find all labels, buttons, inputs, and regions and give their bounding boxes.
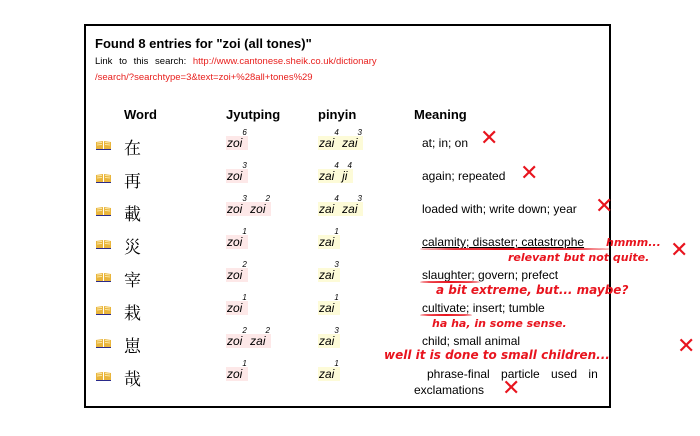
column-header-meaning: Meaning — [414, 107, 467, 122]
handwritten-note: a bit extreme, but... maybe? — [436, 283, 629, 297]
book-icon[interactable] — [96, 371, 111, 381]
link-label: Link to this search: — [95, 56, 187, 67]
word-link[interactable]: 再 — [124, 172, 141, 192]
pinyin: zai$^1$ — [319, 293, 339, 315]
book-icon[interactable] — [96, 272, 111, 282]
jyutping: zoi$^2$ zai$^2$ — [227, 326, 270, 348]
x-mark-annotation: ✕ — [677, 334, 696, 359]
meaning: cultivate; insert; tumble — [422, 301, 545, 315]
pinyin: zai$^1$ — [319, 359, 339, 381]
pinyin: zai$^1$ — [319, 227, 339, 249]
word-link[interactable]: 哉 — [124, 370, 141, 390]
jyutping: zoi$^1$ — [227, 359, 247, 381]
word-link[interactable]: 災 — [124, 238, 141, 258]
word-link[interactable]: 栽 — [124, 304, 141, 324]
pinyin: zai$^3$ — [319, 260, 339, 282]
book-icon[interactable] — [96, 173, 111, 183]
meaning-continued: exclamations — [414, 383, 485, 397]
column-header-jyutping: Jyutping — [226, 107, 281, 122]
book-icon[interactable] — [96, 239, 111, 249]
word-link[interactable]: 宰 — [124, 271, 141, 291]
underline-annotation — [420, 248, 610, 250]
search-link[interactable]: http://www.cantonese.sheik.co.uk/dictionary — [192, 56, 377, 67]
meaning: child; small animal — [422, 334, 521, 348]
jyutping: zoi$^6$ — [227, 128, 247, 150]
jyutping: zoi$^1$ — [227, 293, 247, 315]
jyutping: zoi$^3$ zoi$^2$ — [227, 194, 270, 216]
jyutping: zoi$^2$ — [227, 260, 247, 282]
book-icon[interactable] — [96, 140, 111, 150]
book-icon[interactable] — [96, 206, 111, 216]
pinyin: zai$^4$ zai$^3$ — [319, 194, 362, 216]
search-link-line — [95, 56, 377, 67]
book-icon[interactable] — [96, 338, 111, 348]
x-mark-annotation: ✕ — [520, 161, 539, 186]
handwritten-note: well it is done to small children... — [384, 348, 610, 362]
x-mark-annotation: ✕ — [480, 126, 499, 151]
column-header-word: Word — [124, 107, 157, 122]
meaning: loaded with; write down; year — [422, 202, 577, 216]
pinyin: zai$^4$ zai$^3$ — [319, 128, 362, 150]
underline-annotation — [420, 314, 472, 316]
meaning: calamity; disaster; catastrophe — [422, 235, 585, 249]
jyutping: zoi$^3$ — [227, 161, 247, 183]
meaning: at; in; on — [422, 136, 469, 150]
handwritten-note: relevant but not quite. — [508, 251, 650, 264]
x-mark-annotation: ✕ — [502, 376, 521, 401]
pinyin: zai$^4$ $ji^4$ — [319, 161, 352, 183]
results-title: Found 8 entries for "zoi (all tones)" — [95, 36, 312, 51]
meaning: phrase-final particle used in — [427, 367, 598, 381]
word-link[interactable]: 載 — [124, 205, 141, 225]
search-link-continued[interactable]: /search/?searchtype=3&text=zoi+%28all+tones%29 — [95, 72, 313, 83]
column-header-pinyin: pinyin — [318, 107, 357, 122]
jyutping: zoi$^1$ — [227, 227, 247, 249]
word-link[interactable]: 崽 — [124, 337, 141, 357]
word-link[interactable]: 在 — [124, 139, 141, 159]
meaning: again; repeated — [422, 169, 506, 183]
book-icon[interactable] — [96, 305, 111, 315]
handwritten-note: ha ha, in some sense. — [432, 317, 567, 330]
x-mark-annotation: ✕ — [595, 194, 614, 219]
pinyin: zai$^3$ — [319, 326, 339, 348]
table-row — [0, 359, 700, 397]
meaning: slaughter; govern; prefect — [422, 268, 559, 282]
x-mark-annotation: ✕ — [670, 238, 689, 263]
handwritten-note: hmmm... — [606, 236, 661, 249]
table-row — [0, 293, 700, 331]
